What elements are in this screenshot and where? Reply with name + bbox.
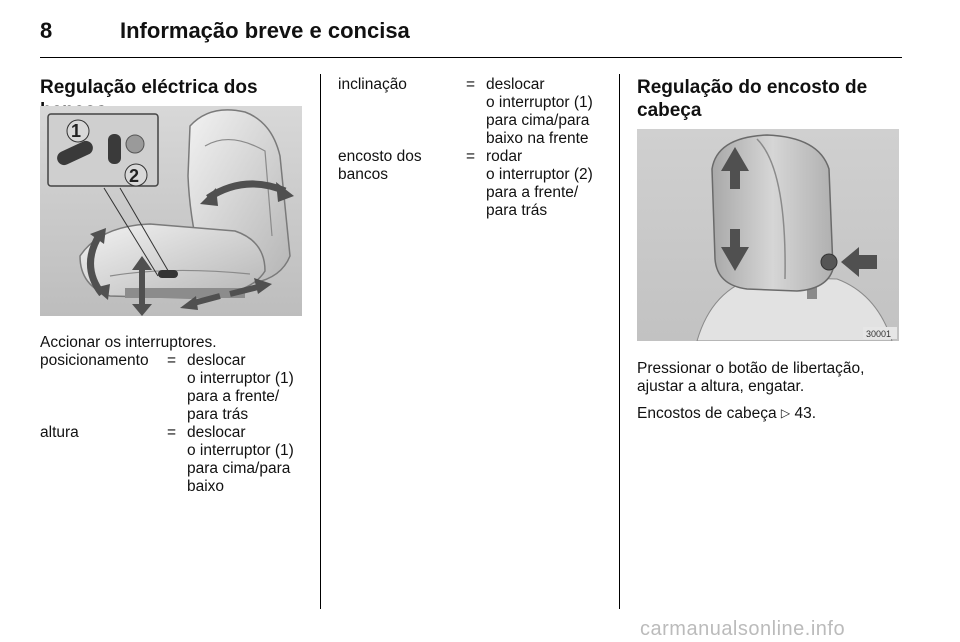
equals-sign: = <box>466 76 476 93</box>
figure-code: 30001 <box>866 329 892 339</box>
cross-reference <box>637 404 892 423</box>
definition-term: encosto dos bancos <box>338 148 422 183</box>
head-restraint-figure <box>637 129 899 341</box>
definition-row <box>338 148 613 220</box>
head-restraint-instructions: Pressionar o botão de libertação, ajustar a altura, engatar. <box>637 360 865 395</box>
definition-term: inclinação <box>338 76 407 93</box>
definition-text: rodar o interruptor (2) para a frente/ para trás <box>486 148 593 219</box>
seat-adjustment-figure <box>40 106 302 316</box>
seat-definitions-left <box>40 352 315 496</box>
definition-text: deslocar o interruptor (1) para cima/para baixo <box>187 424 294 495</box>
switch-label-1: 1 <box>71 121 82 141</box>
header-divider <box>40 57 902 58</box>
intro-text: Accionar os interruptores. <box>40 334 217 351</box>
definition-text: deslocar o interruptor (1) para a frente/ para trás <box>187 352 294 423</box>
definition-row <box>338 76 613 148</box>
cross-reference-page[interactable]: 43. <box>794 405 817 422</box>
seat-illustration <box>40 106 302 316</box>
watermark: carmanualsonline.info <box>640 618 846 640</box>
definition-row <box>40 352 315 424</box>
definition-row <box>40 424 315 496</box>
page-title: Informação breve e concisa <box>120 18 410 43</box>
head-restraint-illustration <box>637 129 899 341</box>
equals-sign: = <box>167 424 177 441</box>
definition-term: altura <box>40 424 79 441</box>
section-heading-head-restraint: Regulação do encosto de cabeça <box>637 77 868 121</box>
definition-term: posicionamento <box>40 352 149 369</box>
section-heading-electric-seats: Regulação eléctrica dos <box>40 77 258 98</box>
page-header <box>40 18 902 60</box>
definition-text: deslocar o interruptor (1) para cima/para baixo na frente <box>486 76 593 147</box>
equals-sign: = <box>167 352 177 369</box>
column-divider-2 <box>619 74 620 609</box>
page-reference-icon: ▷ <box>780 406 791 420</box>
cross-reference-text: Encostos de cabeça <box>637 405 777 422</box>
equals-sign: = <box>466 148 476 165</box>
seat-definitions-middle <box>338 76 613 220</box>
column-divider-1 <box>320 74 321 609</box>
page-number: 8 <box>40 18 53 43</box>
switch-label-2: 2 <box>129 166 140 186</box>
